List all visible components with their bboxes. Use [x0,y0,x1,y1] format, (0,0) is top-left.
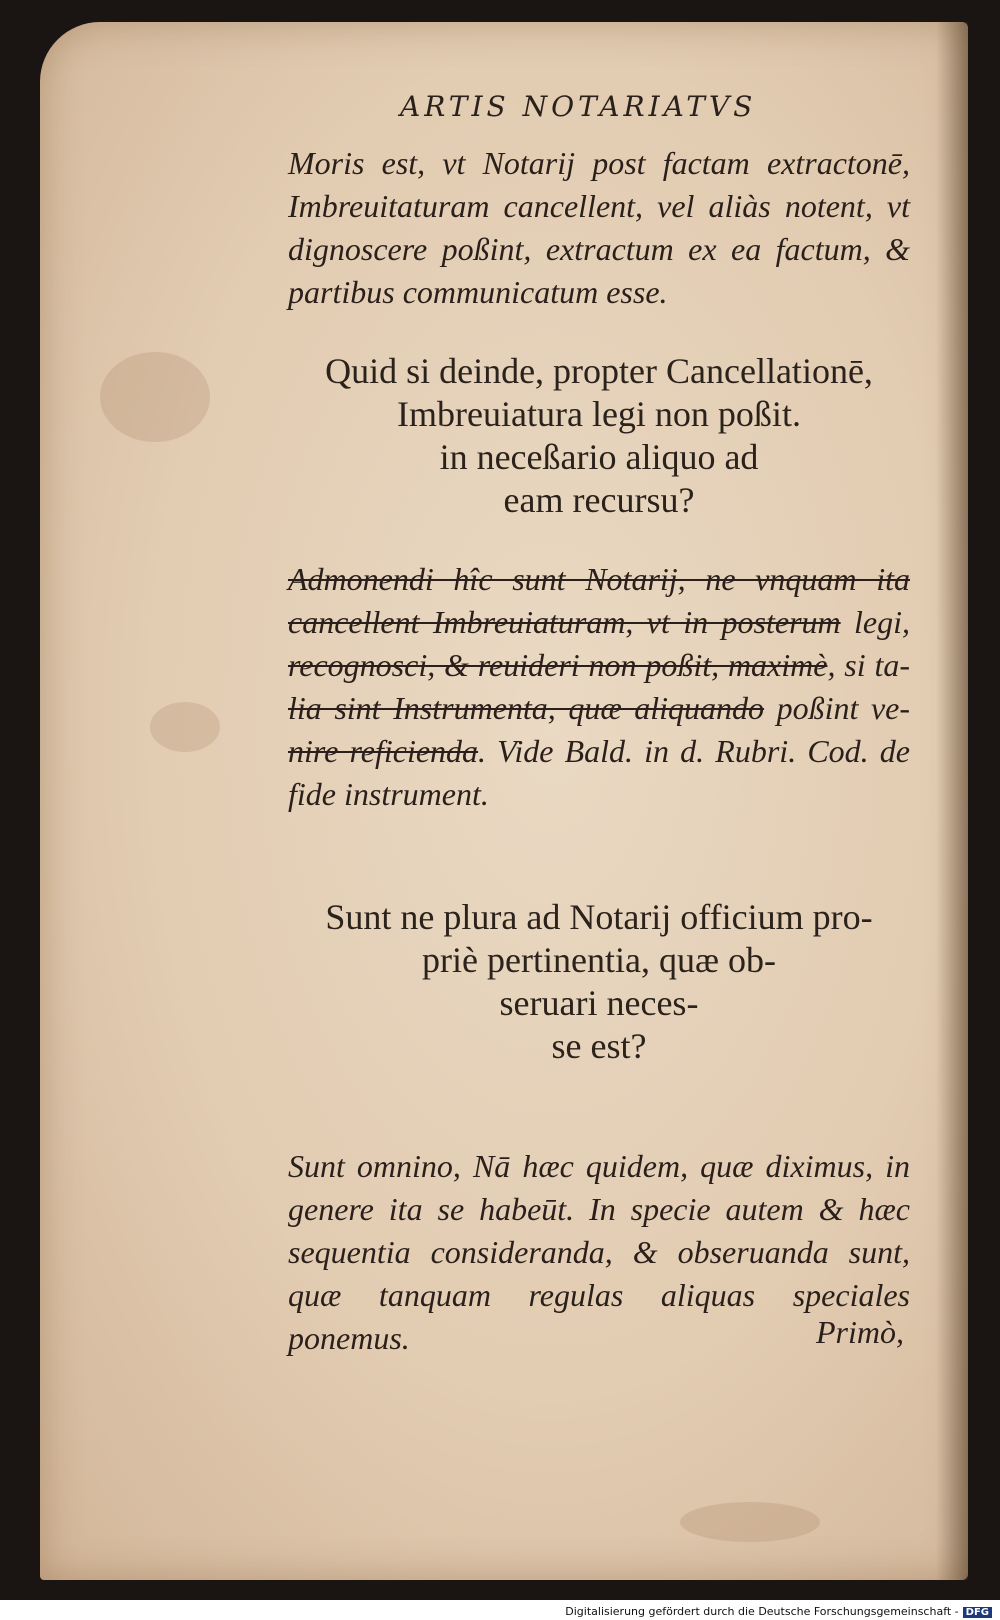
question-line: priè pertinentia, quæ ob- [422,940,776,980]
question-cancellatione [288,350,910,522]
question-line: se est? [551,1026,647,1066]
paragraph-text: , si ta- [827,647,910,683]
digitization-credit [565,1605,992,1618]
question-line: Imbreuiatura legi non poßit. [397,394,801,434]
paragraph-text: . Vide Bald. in d. Rubri. Cod. de fide instrument. [288,733,911,812]
paragraph-moris: Moris est, vt Notarij post factam extractonē, Imbreuitaturam cancellent, vel aliàs notent, vt dignoscere poßint, extractum ex ea factum, & partibus communicatum esse. [288,145,910,310]
credit-text: Digitalisierung gefördert durch die Deutsche Forschungsgemeinschaft - [565,1605,959,1618]
catchword: Primò, [816,1314,904,1350]
paragraph-text: poßint ve- [764,690,911,726]
page-gutter-shadow [936,22,968,1580]
question-line: Sunt ne plura ad Notarij officium pro- [325,897,873,937]
struck-text: Admonendi hîc sunt Notarij, ne vnquam ita cancellent Imbreuiaturam, vt in posterum [288,561,910,640]
paragraph-admonendi [288,558,910,816]
paper-stain [100,352,210,442]
question-line: eam recursu? [503,480,695,520]
question-line: Quid si deinde, propter Cancellationē, [325,351,873,391]
paper-stain [150,702,220,752]
paper-stain [680,1502,820,1542]
paragraph-text: legi, [840,604,911,640]
struck-text: nire reficienda [288,733,479,769]
question-line: seruari neces- [499,983,699,1023]
question-line: in neceßario aliquo ad [439,437,759,477]
paragraph-sunt-omnino: Sunt omnino, Nā hæc quidem, quæ diximus, in genere ita se habeūt. In specie autem & hæc sequentia consideranda, & obseruanda sunt, quæ tanquam regulas aliquas speciales ponemus. [288,1148,910,1356]
dfg-logo: DFG [963,1607,992,1618]
struck-text: recognosci, & reuideri non poßit, maximè [288,647,828,683]
struck-text: lia sint Instrumenta, quæ aliquando [288,690,765,726]
running-head: ARTIS NOTARIATVS [400,90,757,123]
question-officium [288,896,910,1068]
